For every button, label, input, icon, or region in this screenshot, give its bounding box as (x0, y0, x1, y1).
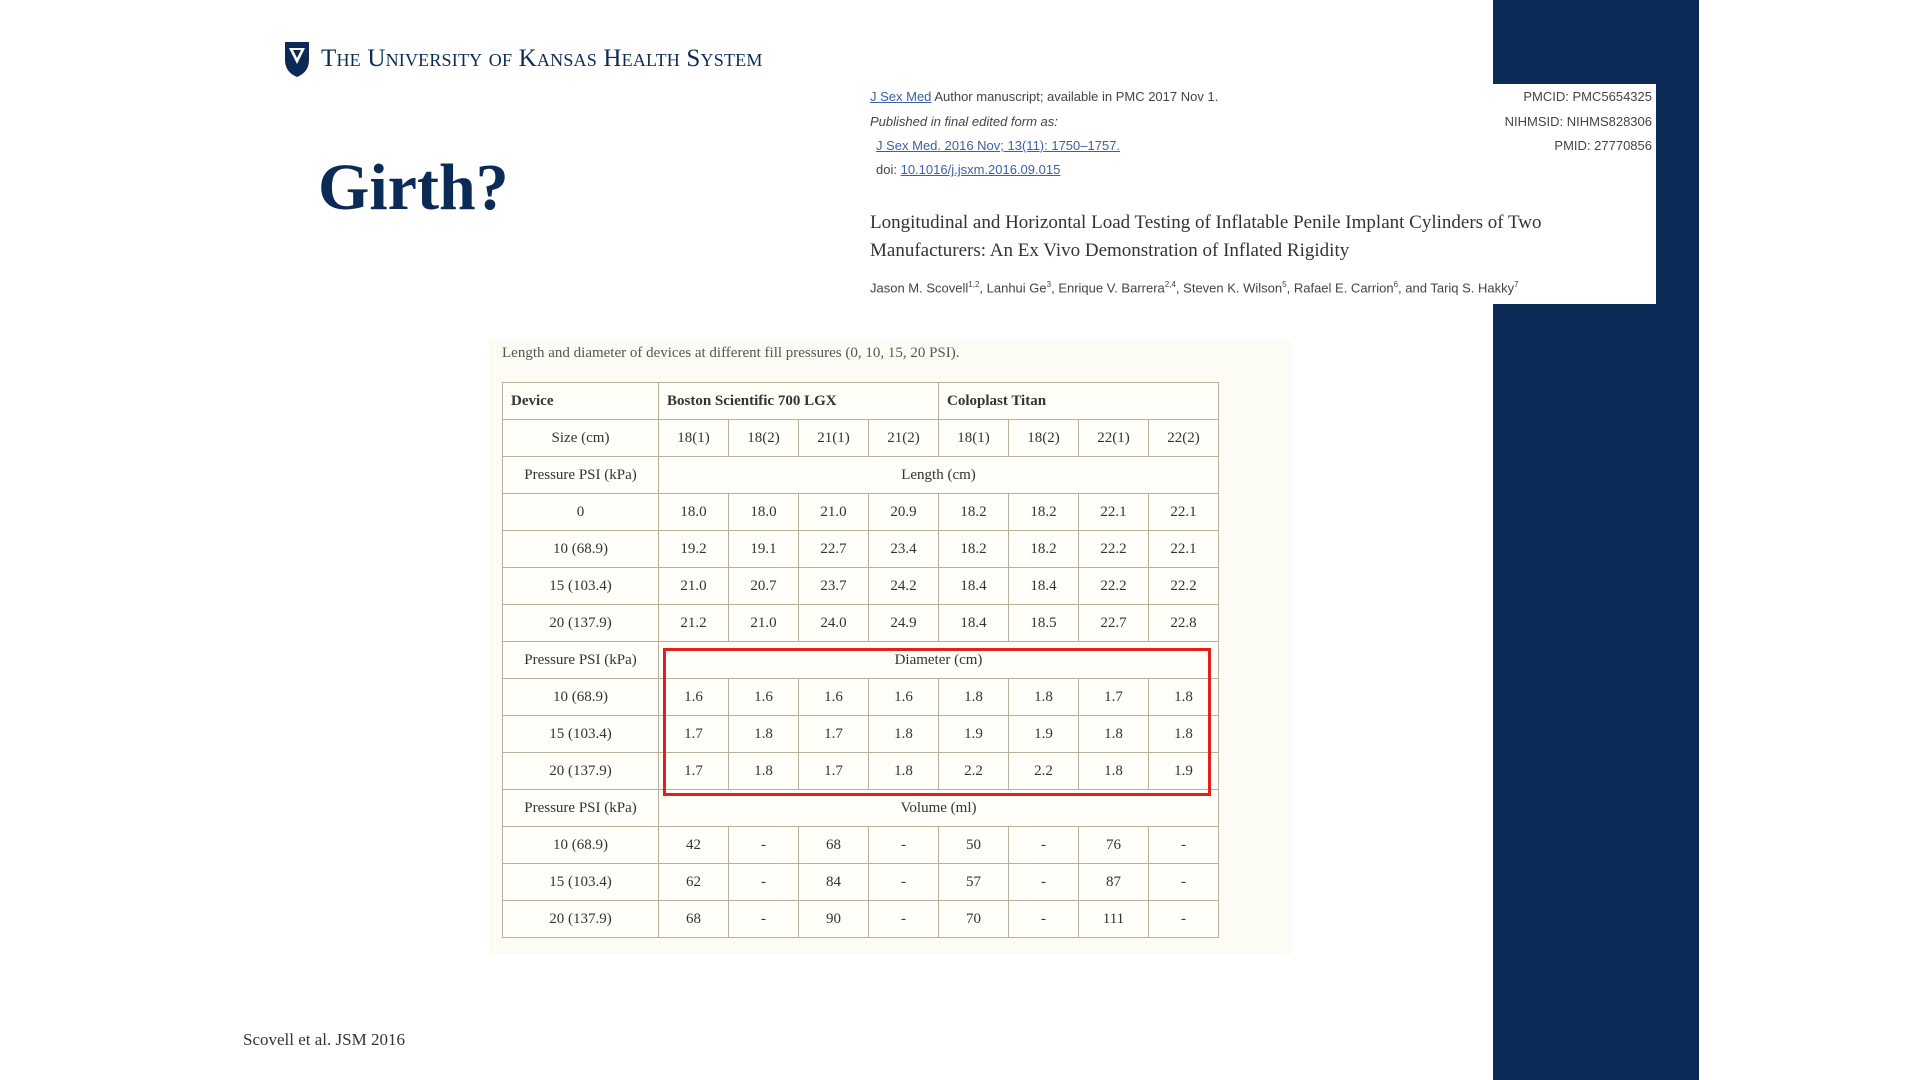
pressure-cell: 10 (68.9) (503, 679, 659, 716)
pressure-cell: 20 (137.9) (503, 901, 659, 938)
author-list: Jason M. Scovell$^{1,2}$, Lanhui Ge$^3$, Enrique V. Barrera$^{2,4}$, Steven K. Wilson$^5$, Rafael E. Carrion$^6$, and Tariq S. Hakky$^7$ (870, 280, 1519, 296)
value-cell: 22.1 (1079, 494, 1149, 531)
table-header-row (503, 383, 1219, 420)
org-name: The University of Kansas Health System (321, 45, 763, 72)
size-cell: 18(2) (1009, 420, 1079, 457)
value-cell: 18.0 (659, 494, 729, 531)
value-cell: - (1149, 864, 1219, 901)
value-cell: 1.8 (1079, 753, 1149, 790)
value-cell: 1.9 (1149, 753, 1219, 790)
authors-and: and (1405, 280, 1427, 296)
value-cell: 70 (939, 901, 1009, 938)
value-cell: 62 (659, 864, 729, 901)
value-cell: 19.1 (729, 531, 799, 568)
value-cell: 19.2 (659, 531, 729, 568)
source-citation: Scovell et al. JSM 2016 (243, 1030, 405, 1049)
size-cell: 18(1) (939, 420, 1009, 457)
value-cell: 21.0 (659, 568, 729, 605)
pressure-cell: 20 (137.9) (503, 605, 659, 642)
value-cell: 50 (939, 827, 1009, 864)
value-cell: 18.4 (939, 605, 1009, 642)
author-link[interactable]: Lanhui Ge (986, 280, 1047, 296)
table-row (503, 531, 1219, 568)
doi-line (876, 162, 1060, 177)
value-cell: - (729, 864, 799, 901)
pressure-label: Pressure PSI (kPa) (503, 790, 659, 827)
pressure-cell: 15 (103.4) (503, 568, 659, 605)
pressure-cell: 20 (137.9) (503, 753, 659, 790)
pressure-label: Pressure PSI (kPa) (503, 457, 659, 494)
author-link[interactable]: Rafael E. Carrion (1293, 280, 1394, 296)
table-caption: Length and diameter of devices at different fill pressures (0, 10, 15, 20 PSI). (502, 345, 960, 361)
value-cell: 2.2 (939, 753, 1009, 790)
value-cell: 22.2 (1079, 568, 1149, 605)
value-cell: 87 (1079, 864, 1149, 901)
value-cell: 22.2 (1149, 568, 1219, 605)
value-cell: 18.4 (1009, 568, 1079, 605)
pressure-cell: 0 (503, 494, 659, 531)
pmid-link[interactable]: 27770856 (1594, 138, 1652, 153)
value-cell: 22.1 (1149, 531, 1219, 568)
value-cell: 24.9 (869, 605, 939, 642)
value-cell: 1.6 (729, 679, 799, 716)
value-cell: - (869, 901, 939, 938)
pressure-cell: 10 (68.9) (503, 531, 659, 568)
section-title: Volume (ml) (659, 790, 1219, 827)
org-logo (283, 40, 763, 78)
value-cell: 84 (799, 864, 869, 901)
article-title: Longitudinal and Horizontal Load Testing of Inflatable Penile Implant Cylinders of Two Manufacturers: An Ex Vivo Demonstration of Inflated Rigidity (870, 212, 1542, 261)
size-cell: 21(1) (799, 420, 869, 457)
value-cell: 22.1 (1149, 494, 1219, 531)
size-cell: 22(1) (1079, 420, 1149, 457)
value-cell: 1.7 (659, 716, 729, 753)
value-cell: 1.8 (869, 716, 939, 753)
value-cell: 18.2 (939, 494, 1009, 531)
manuscript-line (870, 89, 1218, 104)
value-cell: 21.0 (729, 605, 799, 642)
value-cell: 68 (799, 827, 869, 864)
value-cell: 68 (659, 901, 729, 938)
value-cell: 1.8 (1149, 716, 1219, 753)
value-cell: 1.9 (939, 716, 1009, 753)
diameter-highlight-box (663, 648, 1211, 796)
table-row (503, 901, 1219, 938)
section-title: Length (cm) (659, 457, 1219, 494)
journal-link[interactable]: J Sex Med (870, 89, 932, 104)
value-cell: 23.4 (869, 531, 939, 568)
value-cell: 1.7 (799, 753, 869, 790)
author-link[interactable]: Tariq S. Hakky (1430, 280, 1515, 296)
section-title: Diameter (cm) (659, 642, 1219, 679)
size-cell: 18(2) (729, 420, 799, 457)
value-cell: 1.6 (799, 679, 869, 716)
value-cell: 18.0 (729, 494, 799, 531)
pressure-cell: 15 (103.4) (503, 716, 659, 753)
value-cell: 1.8 (729, 753, 799, 790)
size-row (503, 420, 1219, 457)
device-header: Device (503, 383, 659, 420)
value-cell: 1.8 (939, 679, 1009, 716)
table-row (503, 494, 1219, 531)
value-cell: 24.2 (869, 568, 939, 605)
value-cell: 23.7 (799, 568, 869, 605)
value-cell: 22.7 (1079, 605, 1149, 642)
table-row (503, 605, 1219, 642)
value-cell: 1.8 (1079, 716, 1149, 753)
manuscript-note: Author manuscript; available in PMC 2017 Nov 1. (934, 89, 1219, 104)
author-link[interactable]: Jason M. Scovell (870, 280, 969, 296)
value-cell: 1.6 (869, 679, 939, 716)
table-row (503, 864, 1219, 901)
value-cell: - (869, 827, 939, 864)
value-cell: 18.2 (1009, 494, 1079, 531)
value-cell: 1.6 (659, 679, 729, 716)
value-cell: 24.0 (799, 605, 869, 642)
value-cell: 20.9 (869, 494, 939, 531)
value-cell: 22.7 (799, 531, 869, 568)
value-cell: 20.7 (729, 568, 799, 605)
table-row (503, 827, 1219, 864)
brand-header: Coloplast Titan (939, 383, 1219, 420)
value-cell: - (1009, 901, 1079, 938)
doi-label: doi: (876, 162, 897, 177)
value-cell: 1.7 (1079, 679, 1149, 716)
value-cell: 18.2 (939, 531, 1009, 568)
value-cell: 18.2 (1009, 531, 1079, 568)
value-cell: 22.8 (1149, 605, 1219, 642)
value-cell: - (869, 864, 939, 901)
value-cell: - (729, 901, 799, 938)
citation-link[interactable]: J Sex Med. 2016 Nov; 13(11): 1750–1757. (876, 138, 1121, 153)
brand-header: Boston Scientific 700 LGX (659, 383, 939, 420)
pressure-cell: 15 (103.4) (503, 864, 659, 901)
author-link[interactable]: Steven K. Wilson (1183, 280, 1283, 296)
value-cell: 1.9 (1009, 716, 1079, 753)
pmid-label: PMID: (1554, 138, 1591, 153)
value-cell: 1.7 (659, 753, 729, 790)
doi-link[interactable]: 10.1016/j.jsxm.2016.09.015 (900, 162, 1061, 177)
value-cell: 18.4 (939, 568, 1009, 605)
value-cell: - (729, 827, 799, 864)
pressure-cell: 10 (68.9) (503, 827, 659, 864)
pressure-label: Pressure PSI (kPa) (503, 642, 659, 679)
size-cell: 21(2) (869, 420, 939, 457)
value-cell: 90 (799, 901, 869, 938)
value-cell: - (1009, 827, 1079, 864)
value-cell: - (1149, 827, 1219, 864)
value-cell: 1.8 (869, 753, 939, 790)
value-cell: 1.8 (729, 716, 799, 753)
table-row (503, 568, 1219, 605)
published-note: Published in final edited form as: (870, 114, 1058, 129)
value-cell: 1.8 (1149, 679, 1219, 716)
pmid-line (1554, 138, 1652, 153)
value-cell: 76 (1079, 827, 1149, 864)
article-header-clipping (868, 84, 1656, 304)
size-cell: 18(1) (659, 420, 729, 457)
nihmsid: NIHMSID: NIHMS828306 (1504, 114, 1652, 129)
slide-title: Girth? (318, 151, 509, 224)
pmcid: PMCID: PMC5654325 (1523, 89, 1652, 104)
value-cell: 42 (659, 827, 729, 864)
citation-line (876, 138, 1120, 153)
value-cell: 21.0 (799, 494, 869, 531)
value-cell: - (1149, 901, 1219, 938)
value-cell: 111 (1079, 901, 1149, 938)
shield-jayhawk-icon (283, 40, 311, 78)
author-link[interactable]: Enrique V. Barrera (1058, 280, 1165, 296)
value-cell: 21.2 (659, 605, 729, 642)
value-cell: 22.2 (1079, 531, 1149, 568)
value-cell: 2.2 (1009, 753, 1079, 790)
value-cell: 18.5 (1009, 605, 1079, 642)
value-cell: 57 (939, 864, 1009, 901)
value-cell: - (1009, 864, 1079, 901)
size-cell: 22(2) (1149, 420, 1219, 457)
value-cell: 1.7 (799, 716, 869, 753)
size-label: Size (cm) (503, 420, 659, 457)
value-cell: 1.8 (1009, 679, 1079, 716)
section-header-row (503, 457, 1219, 494)
